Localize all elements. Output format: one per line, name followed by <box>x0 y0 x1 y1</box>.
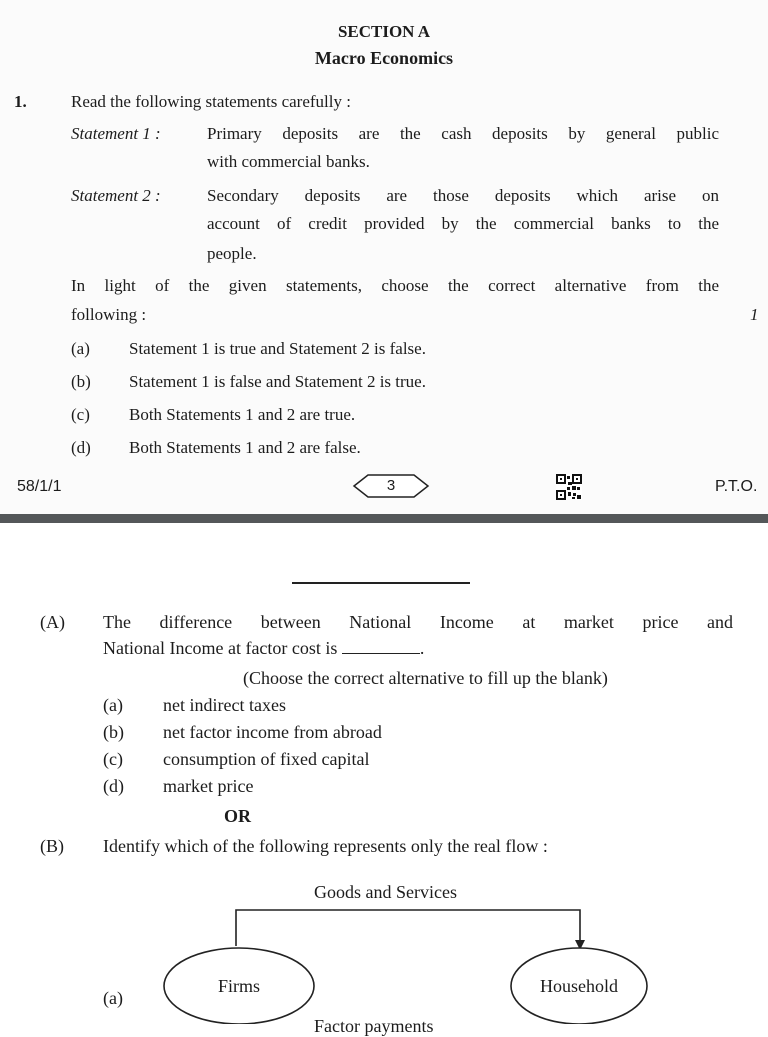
option-label: (a) <box>103 695 123 715</box>
circular-flow-diagram <box>0 870 768 1036</box>
qr-code-icon <box>556 474 582 500</box>
question-a-text: National Income at factor cost is <box>103 638 338 658</box>
option-label: (b) <box>71 372 91 391</box>
page-divider <box>0 514 768 523</box>
question-intro: Read the following statements carefully : <box>71 92 351 111</box>
option-label: (a) <box>71 339 90 358</box>
question-a-line: The difference between National Income at market price and <box>103 612 733 632</box>
node-firms: Firms <box>217 976 260 996</box>
diagram-option-label: (a) <box>103 988 123 1008</box>
statement1-line: with commercial banks. <box>207 152 370 171</box>
or-separator: OR <box>224 806 251 826</box>
end-punctuation: . <box>419 638 425 658</box>
flow-bottom-label: Factor payments <box>314 1016 434 1036</box>
question-prompt-line: In light of the given statements, choose the correct alternative from the <box>71 276 719 295</box>
option-text: net indirect taxes <box>163 695 286 715</box>
option-text: Both Statements 1 and 2 are true. <box>129 405 356 424</box>
page-number: 3 <box>386 477 396 494</box>
marks: 1 <box>750 305 759 324</box>
question-b-text: Identify which of the following represents only the real flow : <box>103 836 548 856</box>
statement2-line: account of credit provided by the commercial banks to the <box>207 214 719 233</box>
section-subtitle: Macro Economics <box>314 48 454 68</box>
flow-top-label: Goods and Services <box>314 882 457 902</box>
question-a-line-2 <box>103 638 424 659</box>
statement2-label: Statement 2 : <box>71 186 161 205</box>
fill-blank <box>342 639 420 654</box>
statement1-label: Statement 1 : <box>71 124 161 143</box>
pto-text: P.T.O. <box>715 478 758 495</box>
separator-line <box>292 582 470 584</box>
statement2-line: Secondary deposits are those deposits which arise on <box>207 186 719 205</box>
paper-code: 58/1/1 <box>17 478 62 495</box>
option-text: Statement 1 is true and Statement 2 is false. <box>129 339 426 358</box>
option-text: Both Statements 1 and 2 are false. <box>129 438 361 457</box>
option-label: (d) <box>71 438 91 457</box>
option-text: net factor income from abroad <box>163 722 382 742</box>
question-b-label: (B) <box>40 836 64 856</box>
section-title: SECTION A <box>337 22 431 41</box>
statement2-line: people. <box>207 244 257 263</box>
option-text: consumption of fixed capital <box>163 749 370 769</box>
question-prompt-line: following : <box>71 305 147 324</box>
option-label: (c) <box>71 405 90 424</box>
question-a-instruction: (Choose the correct alternative to fill up the blank) <box>243 668 608 688</box>
option-label: (c) <box>103 749 123 769</box>
question-number: 1. <box>14 92 27 111</box>
exam-page-top <box>0 0 768 515</box>
option-text: market price <box>163 776 254 796</box>
node-household: Household <box>540 976 618 996</box>
option-label: (b) <box>103 722 124 742</box>
statement1-line: Primary deposits are the cash deposits by general public <box>207 124 719 143</box>
question-a-label: (A) <box>40 612 65 632</box>
option-label: (d) <box>103 776 124 796</box>
option-text: Statement 1 is false and Statement 2 is true. <box>129 372 426 391</box>
